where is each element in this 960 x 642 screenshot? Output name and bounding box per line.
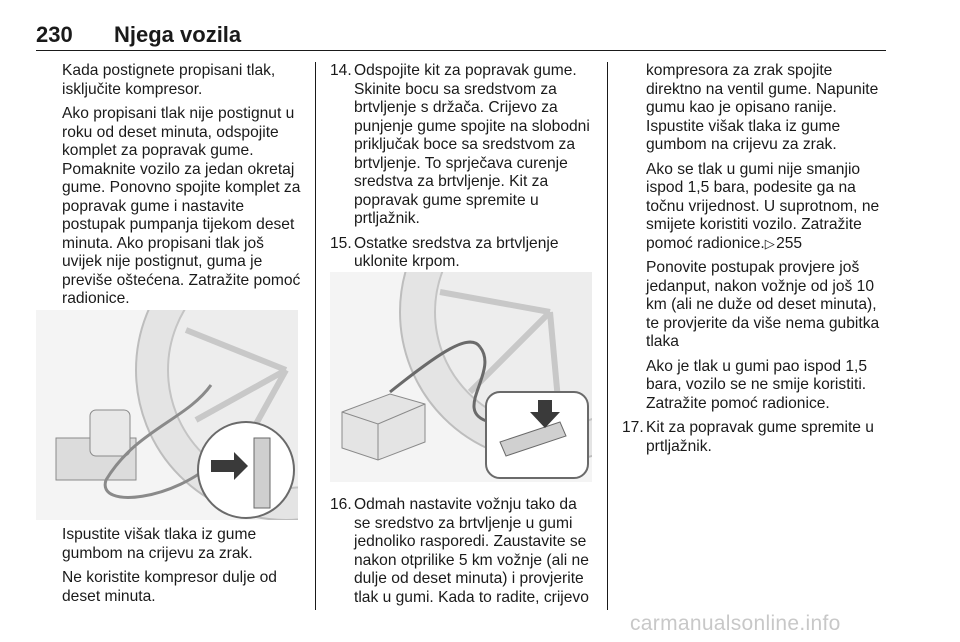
step-number: 14. xyxy=(330,62,352,79)
paragraph-release-pressure: Ispustite višak tlaka iz gume gumbom na crijevu za zrak. xyxy=(62,526,257,562)
page-number: 230 xyxy=(36,22,73,47)
illustration-sealant-bottle-connection xyxy=(330,272,592,482)
page-reference-arrow-icon: ▷ xyxy=(764,235,775,251)
step-text: Ostatke sredstva za brtvljenje uklonite krpom. xyxy=(354,234,559,270)
step-14 xyxy=(330,62,594,229)
paragraph-repeat-check: Ponovite postupak provjere još jedanput, nakon vožnje od još 10 km (ali ne duže od deset minuta), te provjerite da više nema gubitka tlaka xyxy=(646,259,880,350)
page-reference[interactable]: 255 xyxy=(776,234,803,252)
step-15 xyxy=(330,235,594,272)
step-number: 16. xyxy=(330,496,352,513)
paragraph-text: Ako se tlak u gumi nije smanjio ispod 1,5 bara, podesite ga na točnu vrijednost. U suprotnom, ne smijete koristiti vozilo. Zatražite pomoć radionice. xyxy=(646,160,880,252)
page-title: Njega vozila xyxy=(114,22,242,47)
step-number: 15. xyxy=(330,234,352,252)
column-1-bottom xyxy=(62,526,302,612)
column-2-bottom xyxy=(330,496,594,613)
paragraph-connect-compressor: kompresora za zrak spojite direktno na ventil gume. Napunite gumu kao je opisano ranije. Ispustite višak tlaka iz gume gumbom na crijevu za zrak. xyxy=(646,62,879,153)
step-text: Odspojite kit za popravak gume. Skinite bocu sa sredstvom za brtvljenje s držača. Crijevo za punjenje gume spojite na slobodni priključak boce sa sredstvom za brtvljenje. To sprječava curenje sredstva za brtvljenje. Kit za popravak gume spremite u prtljažnik. xyxy=(354,62,590,227)
step-text: Kit za popravak gume spremite u prtljažnik. xyxy=(646,419,874,455)
step-text: Odmah nastavite vožnju tako da se sredstvo za brtvljenje u gumi jednoliko rasporedi. Zaustavite se nakon otprilike 5 km vožnje (ali ne dulje od deset minuta) i provjerite tlak u gumi. Kada to radite, crijevo xyxy=(354,496,589,606)
paragraph-pressure-not-reached: Ako propisani tlak nije postignut u roku od deset minuta, odspojite komplet za popravak gume. Pomaknite vozilo za jedan okretaj gume. Ponovno spojite komplet za popravak gume i nastavite postupak pumpanja tijekom deset minuta. Ako propisani tlak još uvijek nije postignut, guma je previše oštećena. Zatražite pomoć radionice. xyxy=(62,105,301,307)
paragraph-pressure-check xyxy=(622,161,888,254)
watermark: carmanualsonline.info xyxy=(630,612,841,635)
paragraph-pressure-reached: Kada postignete propisani tlak, isključite kompresor. xyxy=(62,62,276,98)
column-divider-1 xyxy=(315,62,316,610)
paragraph-pressure-dropped: Ako je tlak u gumi pao ispod 1,5 bara, vozilo se ne smije koristiti. Zatražite pomoć radionice. xyxy=(646,357,868,412)
step-16 xyxy=(330,496,594,607)
column-2 xyxy=(330,62,594,278)
illustration-compressor-valve xyxy=(36,310,298,520)
page-header xyxy=(36,18,886,51)
column-divider-2 xyxy=(607,62,608,610)
step-number: 17. xyxy=(622,419,644,436)
paragraph-compressor-time: Ne koristite kompresor dulje od deset minuta. xyxy=(62,569,277,605)
step-17 xyxy=(622,419,888,456)
column-3 xyxy=(622,62,888,462)
column-1 xyxy=(62,62,302,315)
